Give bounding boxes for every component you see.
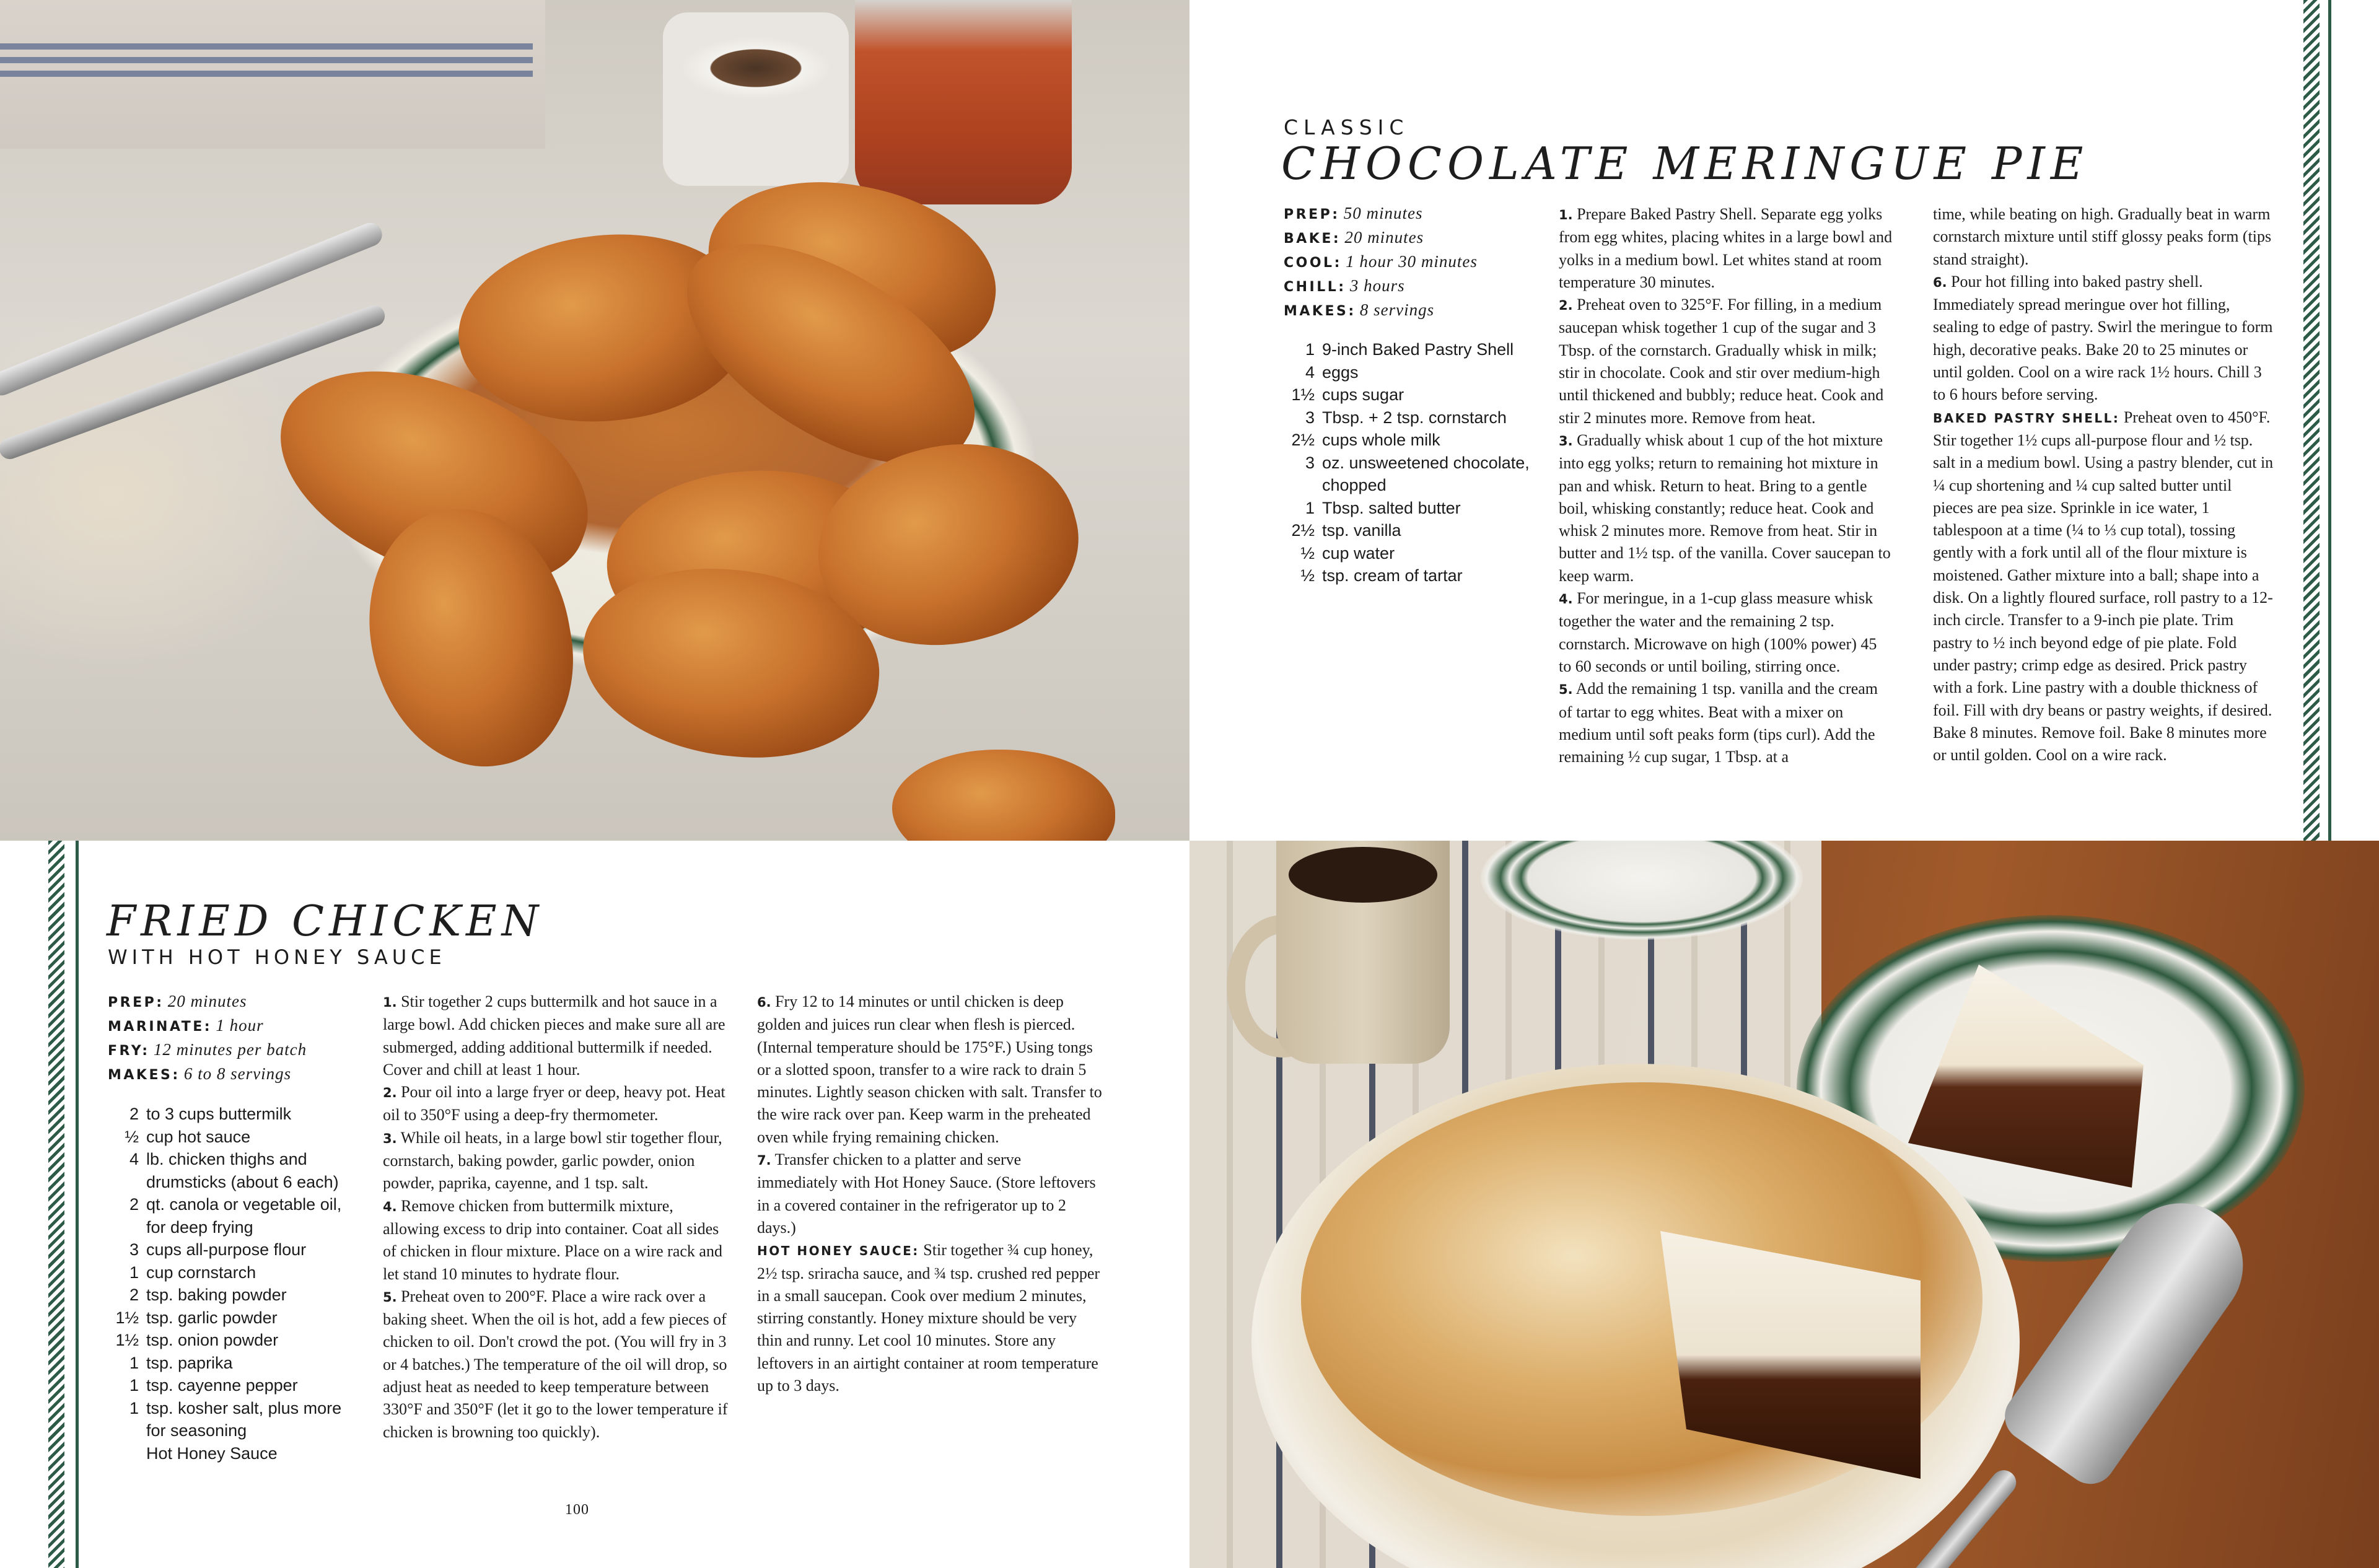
ingredient-item: ½ cup hot sauce — [125, 1127, 251, 1146]
method-step: 2. Pour oil into a large fryer or deep, heavy pot. Heat oil to 350°F using a deep-fry thermometer. — [383, 1083, 725, 1124]
meta-row: PREP: 50 minutes — [1284, 204, 1423, 222]
recipe-kicker: CLASSIC — [1284, 115, 1409, 139]
meta-row: CHILL: 3 hours — [1284, 276, 1405, 295]
pastry-shell-recipe: BAKED PASTRY SHELL: Preheat oven to 450°F. Stir together 1½ cups all-purpose flour and ½ tsp. salt in a medium bowl. Using a pastry blender, cut in ¼ cup shortening and ¼ cup salted butter until pieces are pea size. Sprinkle in ice water, 1 tablespoon at a time (¼ to ⅓ cup total), tossing gently with a fork until all of the flour mixture is moistened. Gather mixture into a ball; shape into a disk. On a lightly floured surface, roll pastry to a 12-inch circle. Transfer to a 9-inch pie plate. Trim pastry to ½ inch beyond edge of pie plate. Fold under pastry; crimp edge as desired. Prick pastry with a fork. Line pastry with a double thickness of foil. Fill with dry beans or pastry weights, if desired. Bake 8 minutes. Remove foil. Bake 8 minutes more or until golden. Cool on a wire rack. — [1933, 408, 2274, 764]
method-step: 3. Gradually whisk about 1 cup of the hot mixture into egg yolks; return to remaining hot mixture in pan and whisk. Return to heat. Bring to a gentle boil, whisking constantly; reduce heat. Cook and whisk 2 minutes more. Remove from heat. Stir in butter and 1½ tsp. of the vanilla. Cover saucepan to keep warm. — [1559, 431, 1891, 585]
method-step: 7. Transfer chicken to a platter and serve immediately with Hot Honey Sauce. (Store leftovers in a covered container in the refrigerator up to 2 days.) — [757, 1150, 1096, 1237]
ingredient-item: ½ tsp. cream of tartar — [1300, 566, 1463, 585]
decorative-border-line — [2328, 0, 2331, 841]
hot-honey-jar — [855, 0, 1072, 204]
decorative-border — [48, 841, 64, 1568]
ingredient-item: 1 cup cornstarch — [129, 1263, 256, 1282]
method-step: 4. For meringue, in a 1-cup glass measure whisk together the water and the remaining 2 tsp. cornstarch. Microwave on high (100% power) 45 to 60 seconds or until boiling, stirring once. — [1559, 589, 1877, 675]
meta-row: FRY: 12 minutes per batch — [108, 1040, 307, 1059]
decorative-border-line — [76, 841, 79, 1568]
ingredient-item: 2½ tsp. vanilla — [1291, 521, 1401, 540]
method-step: 1. Stir together 2 cups buttermilk and hot sauce in a large bowl. Add chicken pieces and make sure all are submerged, adding additional buttermilk if needed. Cover and chill at least 1 hour. — [383, 992, 725, 1079]
meta-row: PREP: 20 minutes — [108, 992, 247, 1010]
method-step: 5. Add the remaining 1 tsp. vanilla and the cream of tartar to egg whites. Beat with a mixer on medium until soft peaks form (tips curl). Add the remaining ½ cup sugar, 1 Tbsp. at a — [1559, 680, 1878, 766]
ingredient-item: Hot Honey Sauce — [146, 1443, 278, 1463]
meta-row: MARINATE: 1 hour — [108, 1016, 264, 1035]
method-step: 1. Prepare Baked Pastry Shell. Separate egg yolks from egg whites, placing whites in a large bowl and yolks in a medium bowl. Let whites stand at room temperature 30 minutes. — [1559, 205, 1893, 291]
method-column-1 — [383, 991, 730, 1443]
pepper-cup — [663, 12, 849, 186]
ingredient-item: 1 9-inch Baked Pastry Shell — [1305, 340, 1514, 359]
ingredient-item: 1 tsp. kosher salt, plus more for seasoning — [129, 1398, 342, 1440]
fried-chicken-photo — [0, 0, 1190, 841]
method-column-1 — [1559, 203, 1893, 768]
page-number: 100 — [565, 1502, 589, 1518]
ingredient-item: 2½ cups whole milk — [1291, 431, 1440, 449]
method-step-continued: time, while beating on high. Gradually beat in warm cornstarch mixture until stiff glossy peaks form (tips stand straight). — [1933, 205, 2272, 268]
recipe-meta — [108, 990, 368, 1087]
ingredient-item: 3 cups all-purpose flour — [129, 1240, 307, 1259]
method-step: 6. Fry 12 to 14 minutes or until chicken is deep golden and juices run clear when flesh is pierced. (Internal temperature should be 175°F.) Using tongs or a slotted spoon, transfer to a wire rack to drain 5 minutes. Lightly season chicken with salt. Transfer to the wire rack over pan. Keep warm in the preheated oven while frying remaining chicken. — [757, 992, 1102, 1146]
ingredient-item: 1½ tsp. onion powder — [115, 1331, 279, 1349]
sauce-recipe: HOT HONEY SAUCE: Stir together ¾ cup honey, 2½ tsp. sriracha sauce, and ¾ tsp. crushed red pepper in a small saucepan. Cook over medium 2 minutes, stirring constantly. Honey mixture should be very thin and runny. Let cool 10 minutes. Store any leftovers in an airtight container at room temperature up to 3 days. — [757, 1241, 1100, 1395]
method-step: 2. Preheat oven to 325°F. For filling, in a medium saucepan whisk together 1 cup of the sugar and 3 Tbsp. of the cornstarch. Gradually whisk in milk; stir in chocolate. Cook and stir over medium-high until thickened and bubbly; reduce heat. Cook and stir 2 minutes more. Remove from heat. — [1559, 296, 1884, 427]
ingredient-item: 1½ tsp. garlic powder — [115, 1308, 278, 1327]
ingredient-item: 2 qt. canola or vegetable oil, for deep frying — [129, 1195, 342, 1237]
meta-row: COOL: 1 hour 30 minutes — [1284, 252, 1478, 271]
ingredient-item: 4 eggs — [1305, 362, 1359, 382]
ingredient-item: 1 tsp. paprika — [129, 1353, 233, 1372]
method-step: 5. Preheat oven to 200°F. Place a wire rack over a baking sheet. When the oil is hot, add a few pieces of chicken to oil. Don't crowd the pot. (You will fry in 3 or 4 batches.) The temperature of the oil will drop, so adjust heat as needed to keep temperature between 330°F and 350°F (let it go to the lower temperature if chicken is browning too quickly). — [383, 1287, 728, 1441]
ingredient-list — [1282, 338, 1543, 587]
method-step: 4. Remove chicken from buttermilk mixture, allowing excess to drip into container. Coat all sides of chicken in flour mixture. Place on a wire rack and let stand 10 minutes to hydrate flour. — [383, 1196, 722, 1283]
ingredient-item: 3 oz. unsweetened chocolate, chopped — [1305, 453, 1530, 494]
ingredient-item: ½ cup water — [1300, 543, 1395, 563]
coffee — [1289, 847, 1437, 903]
method-column-2 — [757, 991, 1104, 1397]
ingredient-item: 1 Tbsp. salted butter — [1305, 498, 1461, 517]
decorative-border — [2303, 0, 2320, 841]
chicken-piece — [892, 750, 1115, 841]
ingredient-list — [107, 1103, 354, 1465]
chocolate-meringue-pie-photo — [1190, 841, 2379, 1568]
ingredient-item: 1 tsp. cayenne pepper — [129, 1376, 298, 1395]
recipe-title: CHOCOLATE MERINGUE PIE — [1281, 138, 2089, 190]
meta-row: BAKE: 20 minutes — [1284, 228, 1424, 247]
ingredient-item: 4 lb. chicken thighs and drumsticks (about 6 each) — [129, 1150, 339, 1191]
ingredient-item: 3 Tbsp. + 2 tsp. cornstarch — [1305, 408, 1507, 427]
ingredient-item: 1½ cups sugar — [1291, 385, 1404, 404]
meta-row: MAKES: 6 to 8 servings — [108, 1064, 292, 1083]
recipe-meta — [1284, 202, 1531, 323]
meta-row: MAKES: 8 servings — [1284, 300, 1435, 319]
recipe-subtitle: WITH HOT HONEY SAUCE — [108, 945, 446, 969]
method-step: 6. Pour hot filling into baked pastry shell. Immediately spread meringue over hot filling, sealing to edge of pastry. Swirl the meringue to form high, decorative peaks. Bake 20 to 25 minutes or until golden. Cool on a wire rack 1½ hours. Chill 3 to 6 hours before serving. — [1933, 272, 2273, 404]
recipe-title: FRIED CHICKEN — [107, 897, 544, 946]
ingredient-item: 2 tsp. baking powder — [129, 1285, 287, 1304]
method-column-2 — [1933, 203, 2275, 766]
ingredient-item: 2 to 3 cups buttermilk — [129, 1105, 292, 1123]
method-step: 3. While oil heats, in a large bowl stir together flour, cornstarch, baking powder, garlic powder, onion powder, paprika, cayenne, and 1 tsp. salt. — [383, 1128, 722, 1193]
